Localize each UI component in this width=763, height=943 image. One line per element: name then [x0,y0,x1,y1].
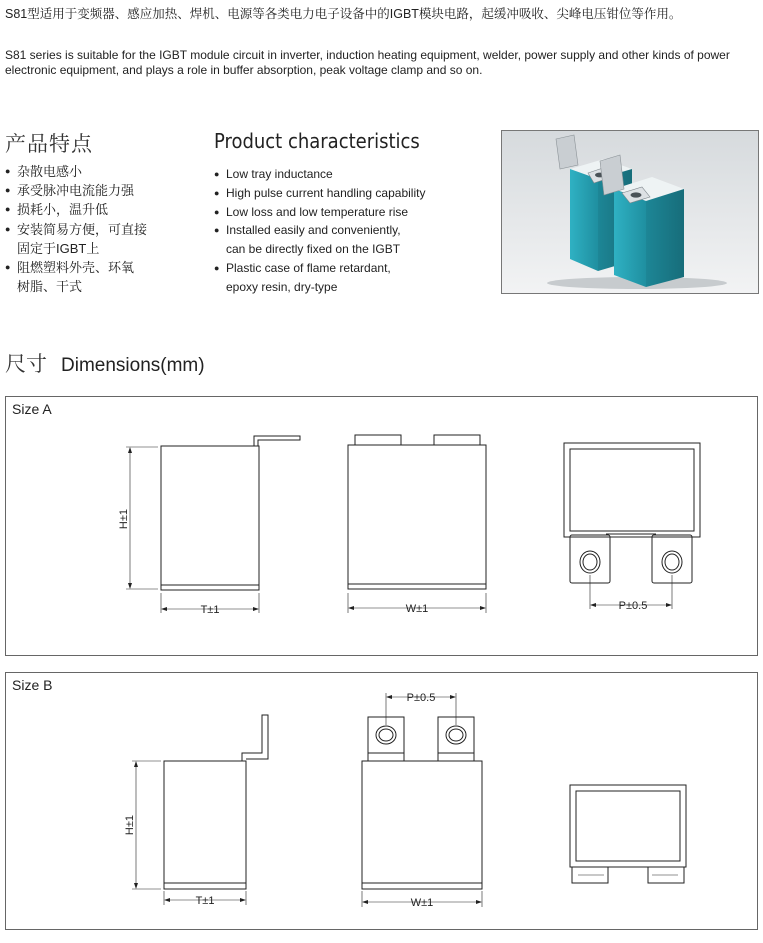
feature-item-en: ● Plastic case of flame retardant, [214,259,484,278]
feature-item-cn: ● 损耗小，温升低 [5,200,195,219]
feature-item-cn-continued: 树脂、干式 [17,279,83,295]
characteristics-list-cn [5,162,195,296]
size-b-drawing [6,673,757,929]
intro-chinese: S81型适用于变频器、感应加热、焊机、电源等各类电力电子设备中的IGBT模块电路，起缓冲吸收、尖峰电压钳位等作用。 [5,7,682,21]
size-a-t-label: T±1 [200,604,220,616]
feature-item-en-continued: can be directly fixed on the IGBT [226,242,401,257]
size-a-panel [5,396,758,656]
size-b-side-view [132,715,268,905]
size-a-w-label: W±1 [405,603,429,615]
size-b-h-label: H±1 [124,814,136,836]
size-a-front-view [348,435,486,613]
product-photo [501,130,759,294]
feature-item-en: ● Installed easily and conveniently, [214,221,484,240]
size-a-label: Size A [12,401,52,417]
size-b-p-label: P±0.5 [406,692,436,704]
feature-item-cn: ● 杂散电感小 [5,162,195,181]
feature-item-en: ● High pulse current handling capability [214,184,484,203]
characteristics-heading-en: Product characteristics [214,129,420,153]
dimensions-heading-en: Dimensions(mm) [61,355,205,376]
feature-item-cn: ● 承受脉冲电流能力强 [5,181,195,200]
characteristics-heading-cn: 产品特点 [5,132,93,156]
size-a-p-label: P±0.5 [618,600,648,612]
size-b-t-label: T±1 [195,895,215,907]
feature-item-en: ● Low tray inductance [214,165,484,184]
size-a-side-view [126,436,300,613]
capacitor-illustration [502,131,758,293]
size-b-front-view [362,693,482,907]
dimensions-heading-cn: 尺寸 [5,353,47,376]
size-b-panel [5,672,758,930]
intro-english: S81 series is suitable for the IGBT module circuit in inverter, induction heating equipment, welder, power supply and other kinds of power electronic equipment, and plays a role in buffer absorption, peak voltage clamp and so on. [5,48,730,77]
size-b-top-view [570,785,686,883]
characteristics-list-en [214,165,484,297]
size-a-top-view [564,443,700,609]
size-b-label: Size B [12,677,53,693]
size-b-w-label: W±1 [410,897,434,909]
feature-item-cn: ● 安装简易方便，可直接 [5,220,195,239]
feature-item-en-continued: epoxy resin, dry-type [226,279,338,294]
dimensions-heading [5,348,205,378]
size-a-drawing [6,397,757,655]
size-a-h-label: H±1 [118,508,130,530]
feature-item-cn: ● 阻燃塑料外壳、环氧 [5,258,195,277]
feature-item-cn-continued: 固定于IGBT上 [17,240,100,256]
feature-item-en: ● Low loss and low temperature rise [214,203,484,222]
